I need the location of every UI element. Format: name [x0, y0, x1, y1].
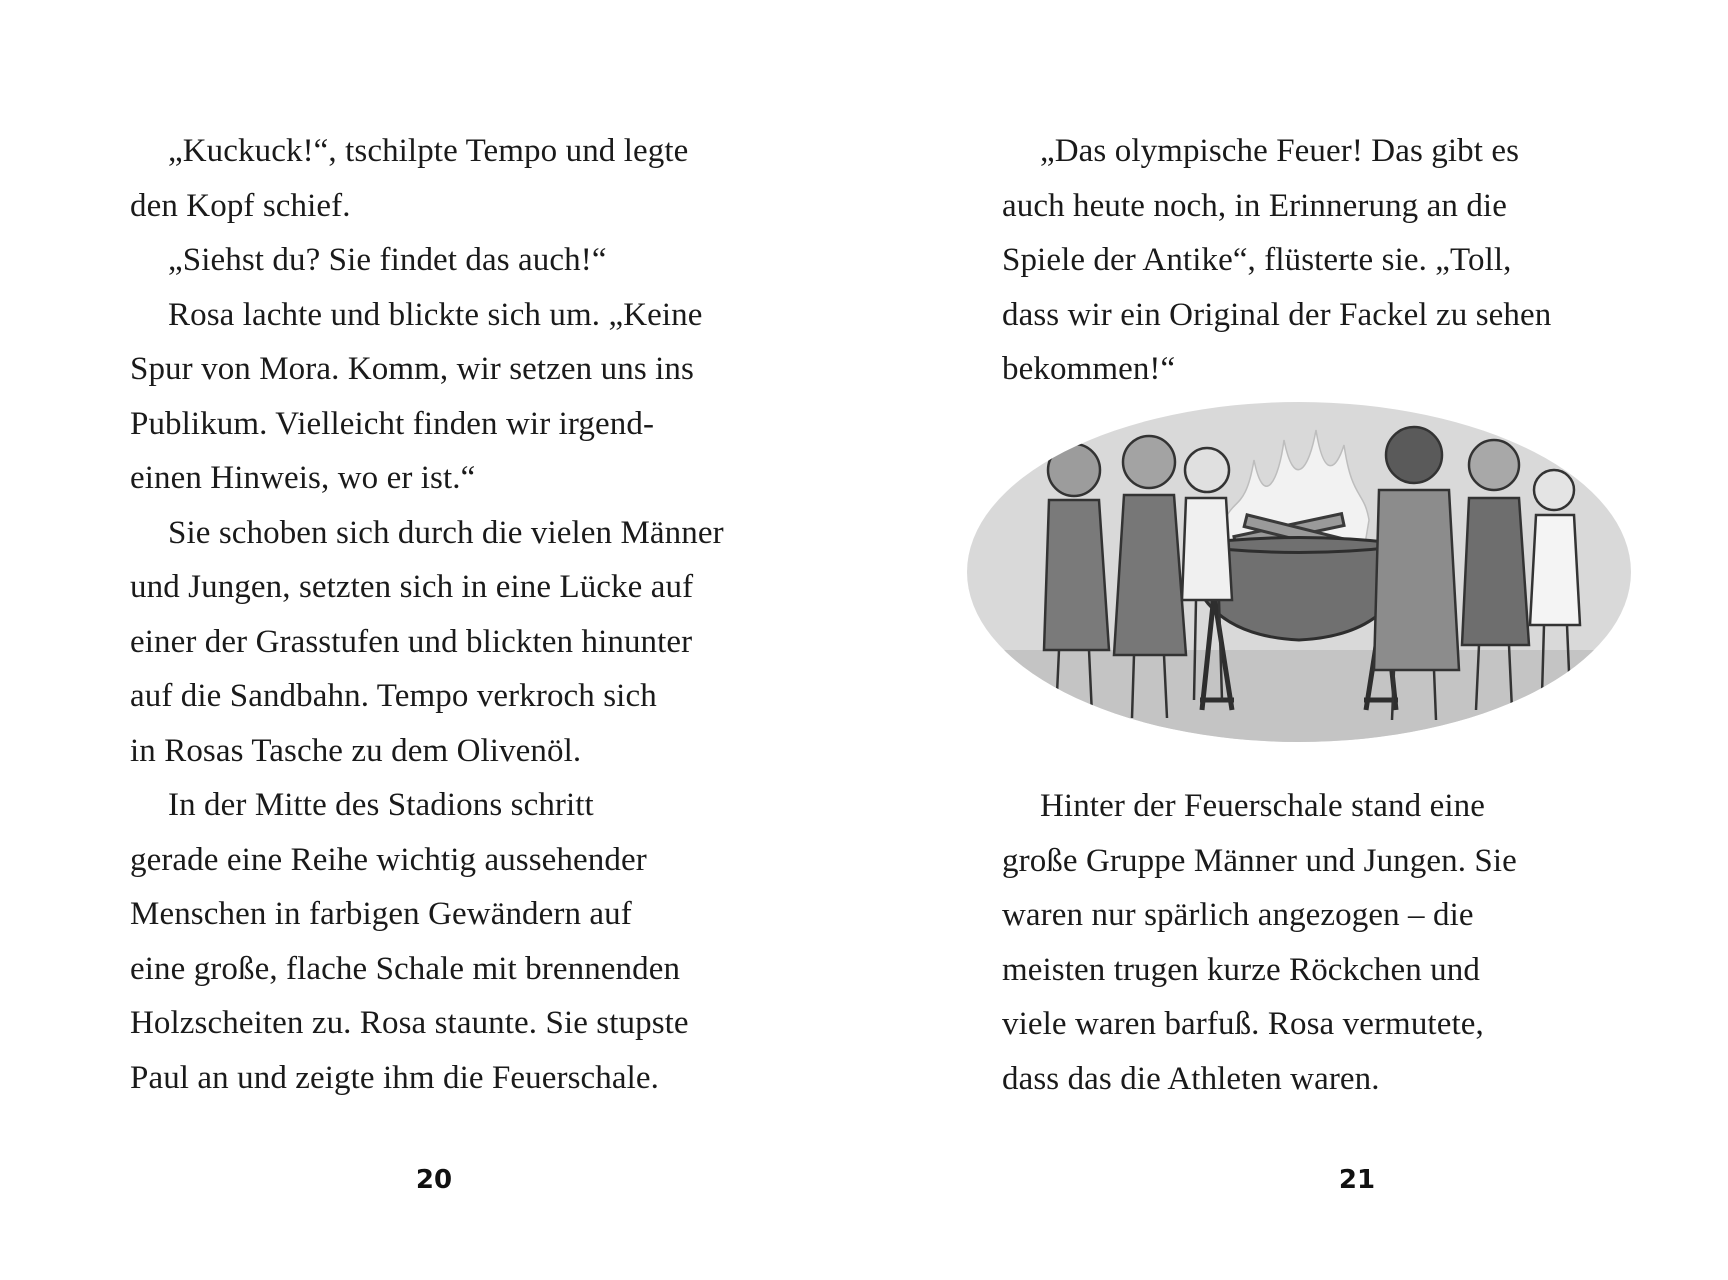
right-page-text-bottom [1002, 779, 1622, 1106]
text-line: Rosa lachte und blickte sich um. „Keine [168, 296, 703, 333]
text-line: bekommen!“ [1002, 351, 1176, 387]
right-page-text-top [1002, 124, 1622, 397]
text-line: Spur von Mora. Komm, wir setzen uns ins [130, 351, 694, 387]
left-page-text [130, 124, 750, 1105]
illustration-ground [964, 650, 1634, 745]
text-line: auch heute noch, in Erinnerung an die [1002, 187, 1507, 224]
text-line: meisten trugen kurze Röckchen und [1002, 951, 1480, 988]
text-line: eine große, flache Schale mit brennenden [130, 950, 681, 987]
text-line: Spiele der Antike“, flüsterte sie. „Toll, [1002, 242, 1512, 278]
text-line: gerade eine Reihe wichtig aussehender [130, 841, 647, 878]
page-number-right: 21 [1338, 1165, 1376, 1195]
page-number-left: 20 [415, 1165, 453, 1195]
text-line: den Kopf schief. [130, 187, 351, 224]
text-line: auf die Sandbahn. Tempo verkroch sich [130, 678, 657, 714]
text-line: dass wir ein Original der Fackel zu sehen [1002, 296, 1552, 333]
text-line: Paul an und zeigte ihm die Feuerschale. [130, 1059, 659, 1096]
text-line: Sie schoben sich durch die vielen Männer [168, 514, 724, 551]
text-line: große Gruppe Männer und Jungen. Sie [1002, 842, 1517, 879]
text-line: Publikum. Vielleicht finden wir irgend- [130, 405, 655, 442]
right-page [864, 0, 1728, 1280]
athletes-fire-bowl-illustration [964, 400, 1634, 745]
text-line: „Das olympische Feuer! Das gibt es [1040, 133, 1520, 169]
text-line: dass das die Athleten waren. [1002, 1060, 1380, 1097]
text-line: „Siehst du? Sie findet das auch!“ [168, 242, 607, 278]
text-line: Holzscheiten zu. Rosa staunte. Sie stupste [130, 1005, 689, 1041]
text-line: waren nur spärlich angezogen – die [1002, 897, 1474, 933]
text-line: einen Hinweis, wo er ist.“ [130, 460, 476, 496]
text-line: „Kuckuck!“, tschilpte Tempo und legte [168, 133, 689, 169]
text-line: Hinter der Feuerschale stand eine [1040, 788, 1485, 824]
text-line: In der Mitte des Stadions schritt [168, 787, 594, 823]
text-line: und Jungen, setzten sich in eine Lücke auf [130, 569, 694, 605]
text-line: in Rosas Tasche zu dem Olivenöl. [130, 732, 582, 769]
text-line: einer der Grasstufen und blickten hinunter [130, 623, 693, 660]
text-line: viele waren barfuß. Rosa vermutete, [1002, 1006, 1484, 1042]
text-line: Menschen in farbigen Gewändern auf [130, 896, 632, 932]
